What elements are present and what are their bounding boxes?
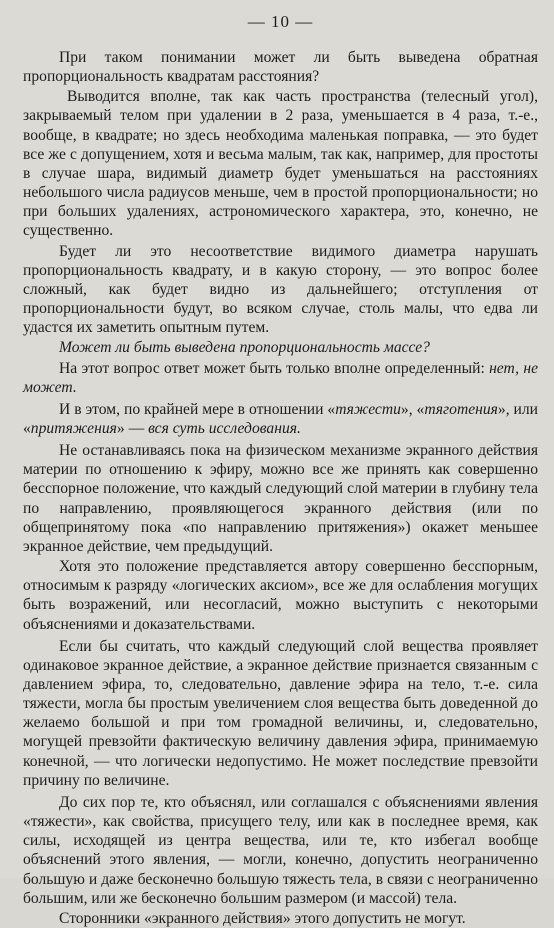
paragraph-text: », или « [23, 400, 539, 437]
emphasis-text: нет, не может. [23, 359, 538, 396]
emphasis-text: притяжения [30, 419, 117, 437]
paragraph [23, 359, 538, 397]
paragraph-text: », « [400, 400, 425, 418]
paragraph [23, 400, 538, 438]
paragraph-text: И в этом, по крайней мере в отношении « [59, 400, 336, 418]
paragraph: Не останавливаясь пока на физическом механизме экранного действия материи по отношению к эфиру, можно все же принять как совершенно бесспорное положение, что каждый следующий слой материи в глубину тела по направлению, проявляющегося экранного действия (или по общепринятому пока «по направлению притяжения») окажет меньшее экранное действие, чем предыдущий. [23, 442, 538, 555]
paragraph: Будет ли это несоответствие видимого диаметра нарушать пропорциональность квадрату, и в какую сторону, — это вопрос более сложный, как будет видно из дальнейшего; отступления от пропорциональности будут, во всяком случае, столь малы, что едва ли удастся их заметить опытным путем. [23, 242, 538, 337]
paragraph: Выводится вполне, так как часть пространства (телесный угол), закрываемый телом при удалении в 2 раза, уменьшается в 4 раза, т.-е., вообще, в квадрате; но здесь необходима маленькая поправка, — это будет все же с допущением, хотя и весьма малым, так как, например, для простоты в случае шара, видимый диаметр будет уменьшаться на расстояниях небольшого числа радиусов меньше, чем в простой пропорциональности; но при больших удалениях, астрономического характера, это, конечно, не существенно. [23, 88, 538, 240]
page-body [23, 48, 538, 928]
emphasis-text: тяготения [424, 400, 498, 418]
emphasis-text: тяжести [335, 400, 401, 418]
page-number: — 10 — [247, 12, 314, 31]
paragraph-text: На этот вопрос ответ может быть только вполне определенный: [59, 359, 485, 377]
paragraph: При таком понимании может ли быть выведена обратная пропорциональность квадратам расстояния? [23, 49, 538, 86]
paragraph: Если бы считать, что каждый следующий слой вещества проявляет одинаковое экранное действие, а экранное действие признается связанным с давлением эфира, то, следовательно, давление эфира на тело, т.-е. сила тяжести, могла бы простым увеличением слоя вещества быть доведенной до желаемо большой и при том громадной величины, и, следовательно, могущей превзойти фактическую величину давления эфира, принимаемую конечной, — что логически недопустимо. Не может последствие превзойти причину по величине. [23, 637, 538, 789]
emphasis-text: вся суть исследования. [148, 419, 301, 437]
paragraph-text: » — [116, 419, 149, 437]
paragraph: Хотя это положение представляется автору совершенно бесспорным, относимым к разряду «логических аксиом», все же для ослабления могущих быть возражений, или несогласий, можно выступить с некоторыми объяснениями и доказательствами. [23, 558, 538, 633]
paragraph: Сторонники «экранного действия» этого допустить не могут. [59, 909, 466, 927]
section-heading: Может ли быть выведена пропорциональность массе? [59, 339, 430, 357]
paragraph: До сих пор те, кто объяснял, или соглашался с объяснениями явления «тяжести», как свойства, присущего телу, или как в последнее время, как силы, исходящей из центра вещества, или те, кто избегал вообще объяснений этого явления, — могли, конечно, допустить неограниченно большую и даже бесконечно большую тяжесть тела, в связи с неограниченно большим, или же бесконечно большим размером (и массой) тела. [23, 793, 538, 907]
